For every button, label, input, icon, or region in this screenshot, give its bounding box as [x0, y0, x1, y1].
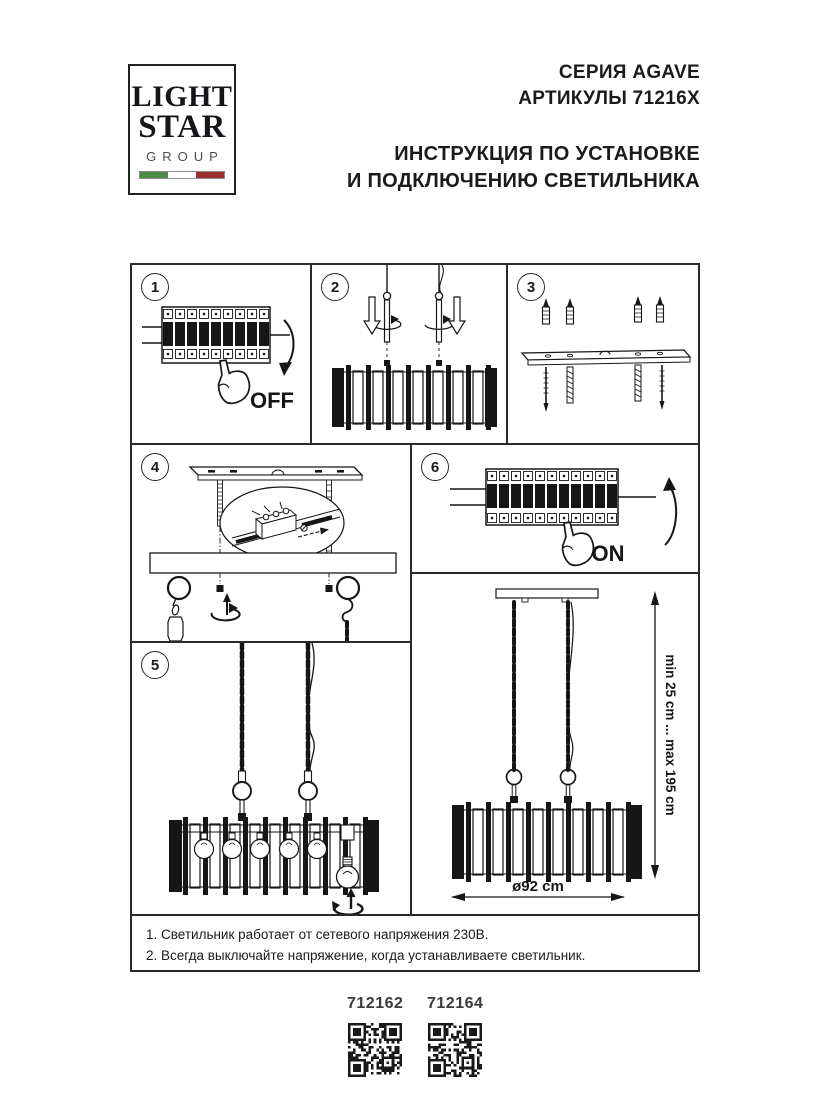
qr-code-right: [428, 1023, 482, 1077]
instruction-title-line1: ИНСТРУКЦИЯ ПО УСТАНОВКЕ: [394, 143, 700, 165]
flag-white: [168, 172, 196, 178]
diameter-label: ø92 cm: [512, 878, 564, 895]
note-line-1: 1. Светильник работает от сетевого напряжения 230В.: [146, 927, 489, 942]
curved-arrow-up-icon: [665, 485, 676, 545]
height-range-label: min 25 cm ... max 195 cm: [663, 654, 678, 816]
breaker-on-drawing: [412, 445, 698, 574]
footer-articles: [130, 995, 700, 1077]
notes-box: [130, 914, 700, 972]
step-3-number: 3: [517, 273, 545, 301]
threaded-stud-icons: [567, 365, 641, 403]
note-line-2: 2. Всегда выключайте напряжение, когда устанавливаете светильник.: [146, 948, 586, 963]
hanging-ring-icon: [168, 577, 190, 599]
hanging-ring-icon: [337, 577, 359, 599]
turnbuckle-icon: [168, 617, 183, 641]
logo-word-group: GROUP: [146, 149, 224, 164]
dimensions-panel: [410, 572, 700, 918]
article-code-left: 712162: [347, 995, 404, 1012]
lightstar-logo: [128, 64, 236, 195]
logo-word-star: STAR: [138, 109, 226, 145]
flag-green: [140, 172, 168, 178]
article-block-right: [427, 995, 483, 1077]
logo-word-light: LIGHT: [131, 80, 233, 113]
article-block-left: [347, 995, 403, 1077]
dimensions-drawing: [412, 574, 698, 916]
step-4-panel: [130, 443, 414, 645]
header-block: [347, 60, 700, 195]
down-arrow-icon: [449, 297, 465, 334]
wall-plug-icons: [543, 296, 664, 324]
ceiling-plate: [496, 589, 598, 598]
step-6-panel: [410, 443, 700, 576]
instruction-title-line2: И ПОДКЛЮЧЕНИЮ СВЕТИЛЬНИКА: [346, 170, 700, 192]
step-3-panel: [506, 263, 700, 447]
qr-code-left: [348, 1023, 402, 1077]
step-2-number: 2: [321, 273, 349, 301]
step-2-panel: [310, 263, 510, 447]
socket-icon: [341, 825, 354, 840]
off-label: OFF: [250, 388, 294, 413]
article-code-right: 712164: [427, 995, 484, 1012]
step-1-panel: [130, 263, 314, 447]
series-title: СЕРИЯ AGAVE: [558, 62, 700, 83]
screw-icons: [544, 365, 665, 412]
rotate-arrow-icon: [212, 609, 240, 620]
step-5-panel: [130, 641, 414, 918]
step-4-number: 4: [141, 453, 169, 481]
step-1-number: 1: [141, 273, 169, 301]
italian-flag-bar: [139, 171, 225, 179]
articles-title: АРТИКУЛЫ 71216X: [518, 88, 700, 109]
step-6-number: 6: [421, 453, 449, 481]
step-5-number: 5: [141, 651, 169, 679]
flag-red: [196, 172, 224, 178]
canopy-wiring-drawing: [132, 445, 412, 643]
curved-arrow-down-icon: [284, 320, 294, 368]
bulb-install-drawing: [132, 643, 412, 916]
on-label: ON: [591, 541, 625, 566]
